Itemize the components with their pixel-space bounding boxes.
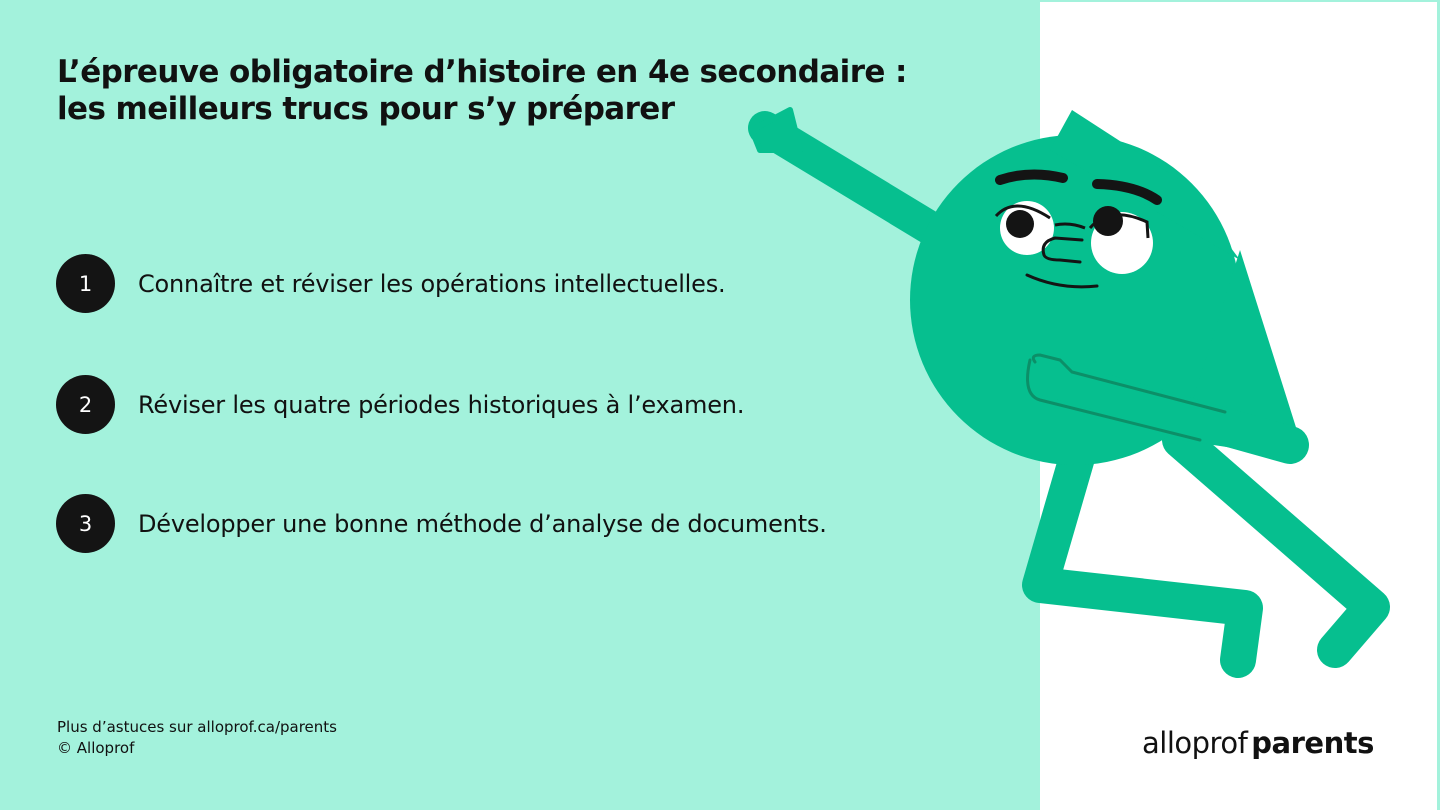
mascot-body (752, 110, 1372, 660)
copyright: © Alloprof (57, 739, 135, 757)
left-pupil (1006, 210, 1034, 238)
tip-number-badge: 2 (56, 375, 115, 434)
right-pupil (1093, 206, 1123, 236)
tip-text: Développer une bonne méthode d’analyse de documents. (138, 509, 827, 538)
title-line-2: les meilleurs trucs pour s’y préparer (57, 91, 675, 127)
tip-text: Réviser les quatre périodes historiques à l’examen. (138, 390, 745, 419)
alloprof-parents-logo (1142, 726, 1374, 760)
tip-number-badge: 3 (56, 494, 115, 553)
logo-alloprof: alloprof (1142, 726, 1248, 760)
footer (57, 717, 337, 759)
more-tips-link[interactable]: Plus d’astuces sur alloprof.ca/parents (57, 718, 337, 736)
logo-parents: parents (1251, 726, 1374, 760)
tip-text: Connaître et réviser les opérations intellectuelles. (138, 269, 726, 298)
left-eyebrow (1000, 174, 1063, 180)
tip-number-badge: 1 (56, 254, 115, 313)
title-line-1: L’épreuve obligatoire d’histoire en 4e secondaire : (57, 54, 907, 90)
